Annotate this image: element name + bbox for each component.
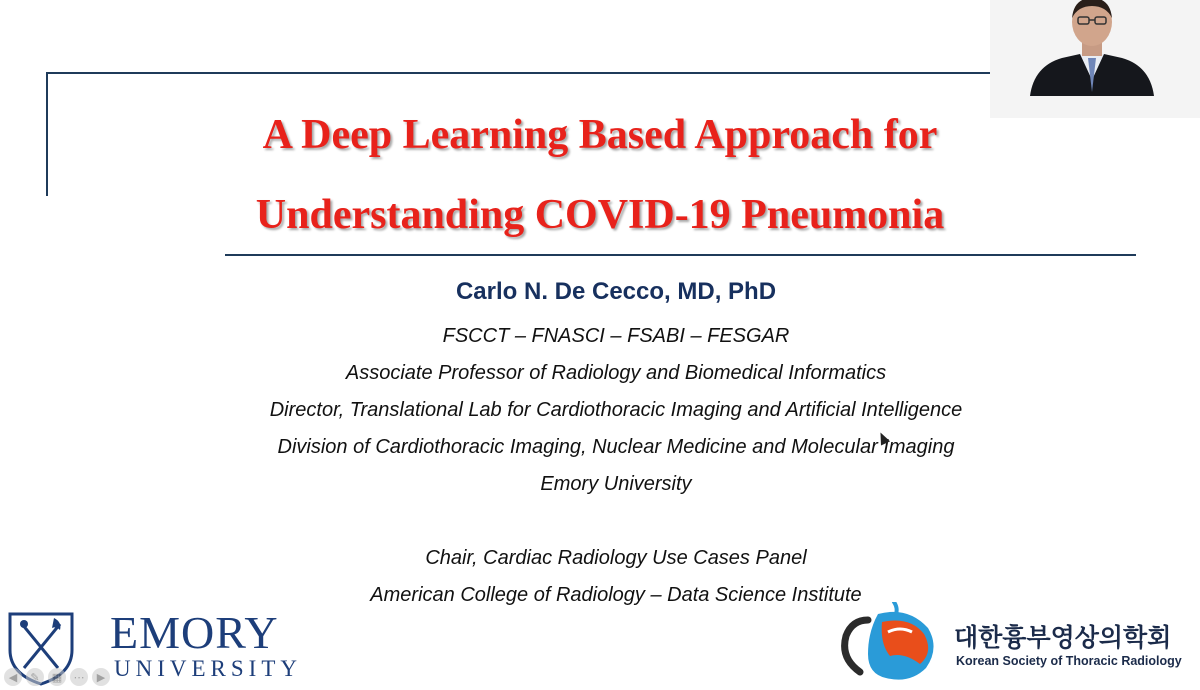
frame-top-line: [46, 72, 990, 74]
presenter-webcam: [990, 0, 1200, 118]
credential-line: FSCCT – FNASCI – FSABI – FESGAR: [442, 325, 790, 347]
credential-gap: [216, 503, 1016, 540]
panel-line: Chair, Cardiac Radiology Use Cases Panel: [425, 547, 807, 569]
title-divider: [225, 254, 1136, 256]
panel-line: American College of Radiology – Data Science Institute: [370, 584, 862, 606]
slides-icon[interactable]: ▦: [48, 668, 66, 686]
presenter-video-image: [1028, 0, 1156, 96]
credential-line: Director, Translational Lab for Cardiothoracic Imaging and Artificial Intelligence: [269, 399, 963, 421]
emory-subtitle: UNIVERSITY: [114, 656, 302, 681]
presenter-name: Carlo N. De Cecco, MD, PhD: [455, 278, 777, 305]
korean-society-thoracic-radiology-logo: [838, 602, 1198, 686]
kstr-korean-name: 대한흉부영상의학회: [954, 624, 1172, 652]
slide-title-line-1: A Deep Learning Based Approach for: [262, 112, 938, 158]
arrow-left-icon[interactable]: ◀: [4, 668, 22, 686]
emory-wordmark: EMORY: [110, 607, 279, 658]
pen-icon[interactable]: ✎: [26, 668, 44, 686]
more-icon[interactable]: ⋯: [70, 668, 88, 686]
slideshow-toolbar: [4, 666, 110, 688]
credential-line: Associate Professor of Radiology and Biomedical Informatics: [345, 362, 887, 384]
credential-line: Emory University: [540, 473, 692, 495]
slide-title: [150, 95, 1050, 255]
slide-title-line-2: Understanding COVID-19 Pneumonia: [255, 192, 945, 238]
frame-left-line: [46, 72, 48, 196]
credential-line: Division of Cardiothoracic Imaging, Nuclear Medicine and Molecular Imaging: [277, 436, 955, 458]
kstr-emblem-icon: [838, 602, 942, 686]
kstr-english-name: Korean Society of Thoracic Radiology: [956, 654, 1182, 668]
presenter-credentials: [216, 318, 1016, 614]
arrow-right-icon[interactable]: ▶: [92, 668, 110, 686]
